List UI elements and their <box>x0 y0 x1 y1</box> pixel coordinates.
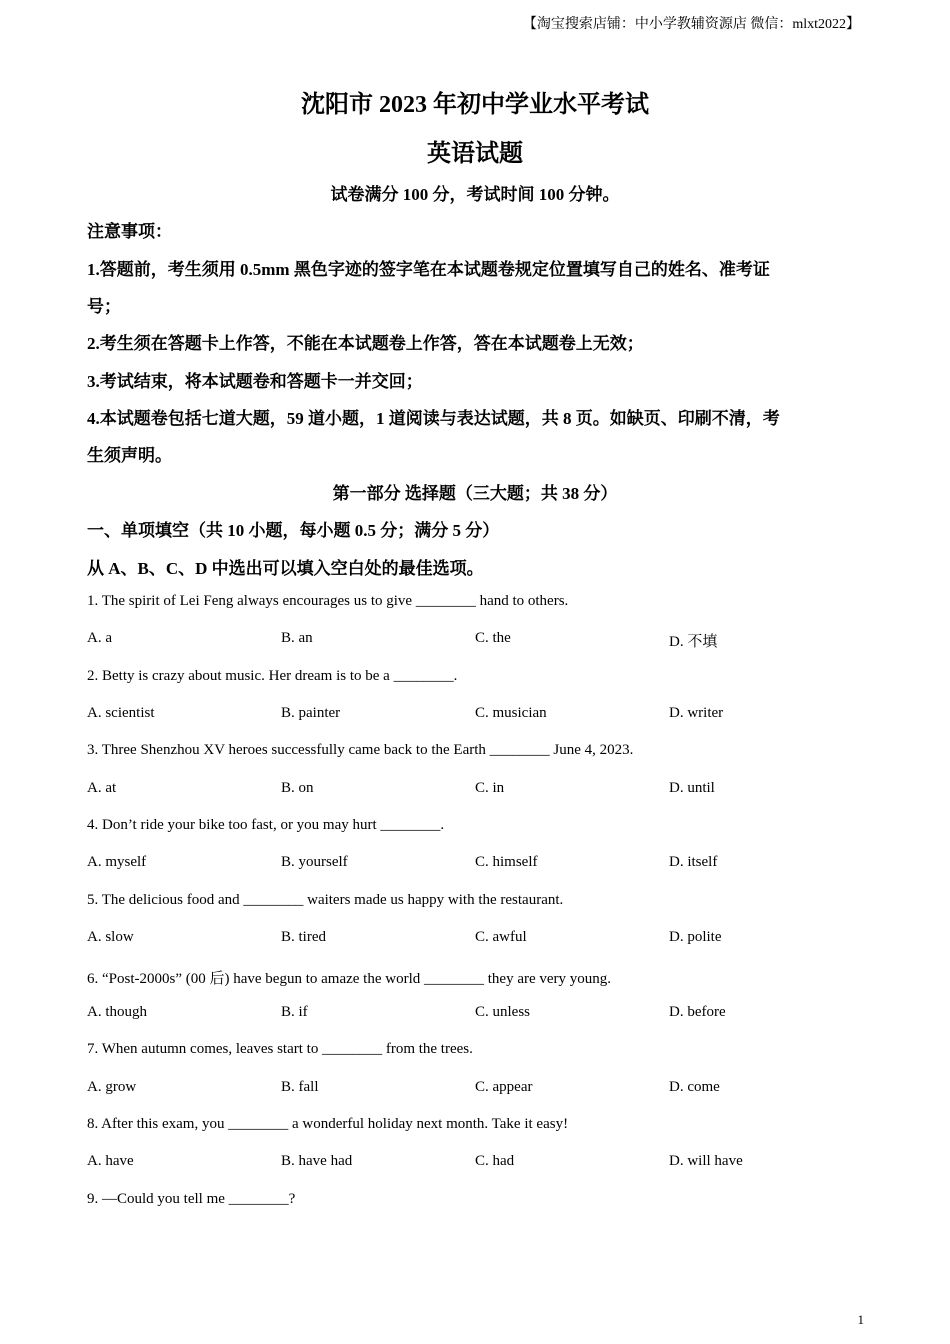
option-b: B. on <box>281 780 314 796</box>
option-c: C. unless <box>475 1004 531 1020</box>
option-c: C. the <box>475 630 511 646</box>
notice-heading: 注意事项： <box>87 222 172 241</box>
option-a: A. a <box>87 630 112 646</box>
question-stem: 2. Betty is crazy about music. Her dream is to be a ________. <box>87 668 458 684</box>
question-stem: 1. The spirit of Lei Feng always encourages us to give ________ hand to others. <box>87 593 569 609</box>
question-stem: 3. Three Shenzhou XV heroes successfully came back to the Earth ________ June 4, 2023. <box>87 742 634 758</box>
option-b: B. if <box>281 1004 308 1020</box>
option-a: A. at <box>87 780 117 796</box>
header-note: 【淘宝搜索店铺：中小学教辅资源店 微信：mlxt2022】 <box>522 17 860 32</box>
section-instruction: 从 A、B、C、D 中选出可以填入空白处的最佳选项。 <box>87 559 484 578</box>
option-d: D. until <box>669 780 715 796</box>
option-d: D. before <box>669 1004 726 1020</box>
option-c: C. awful <box>475 929 527 945</box>
option-d: D. will have <box>669 1153 743 1169</box>
question-stem: 9. —Could you tell me ________? <box>87 1191 296 1207</box>
option-c: C. himself <box>475 854 538 870</box>
option-d: D. itself <box>669 854 718 870</box>
exam-info: 试卷满分 100 分，考试时间 100 分钟。 <box>330 185 620 204</box>
notice-line-1b: 号； <box>87 297 121 316</box>
notice-line-2: 2.考生须在答题卡上作答，不能在本试题卷上作答，答在本试题卷上无效； <box>87 334 644 353</box>
section-heading: 一、单项填空（共 10 小题，每小题 0.5 分；满分 5 分） <box>87 521 500 540</box>
option-c: C. had <box>475 1153 515 1169</box>
option-c: C. musician <box>475 705 547 721</box>
option-a: A. myself <box>87 854 147 870</box>
option-d: D. come <box>669 1079 720 1095</box>
option-a: A. have <box>87 1153 134 1169</box>
option-b: B. yourself <box>281 854 348 870</box>
question-stem: 4. Don’t ride your bike too fast, or you may hurt ________. <box>87 817 445 833</box>
notice-line-4: 4.本试题卷包括七道大题，59 道小题，1 道阅读与表达试题，共 8 页。如缺页、印刷不清，考 <box>87 409 780 428</box>
notice-line-3: 3.考试结束，将本试题卷和答题卡一并交回； <box>87 372 423 391</box>
question-stem: 8. After this exam, you ________ a wonderful holiday next month. Take it easy! <box>87 1116 569 1132</box>
option-b: B. tired <box>281 929 326 945</box>
option-a: A. grow <box>87 1079 137 1095</box>
exam-title: 沈阳市 2023 年初中学业水平考试 <box>301 92 649 118</box>
option-d: D. 不填 <box>669 634 718 650</box>
option-a: A. slow <box>87 929 134 945</box>
option-c: C. in <box>475 780 505 796</box>
option-b: B. an <box>281 630 313 646</box>
notice-line-4b: 生须声明。 <box>87 446 172 465</box>
option-b: B. fall <box>281 1079 319 1095</box>
question-stem: 7. When autumn comes, leaves start to ________ from the trees. <box>87 1041 473 1057</box>
option-a: A. though <box>87 1004 147 1020</box>
exam-subtitle: 英语试题 <box>427 141 523 167</box>
question-stem: 5. The delicious food and ________ waiters made us happy with the restaurant. <box>87 892 564 908</box>
question-stem: 6. “Post-2000s” (00 后) have begun to amaze the world ________ they are very young. <box>87 971 612 987</box>
option-d: D. polite <box>669 929 722 945</box>
notice-line-1: 1.答题前，考生须用 0.5mm 黑色字迹的签字笔在本试题卷规定位置填写自己的姓名、准考证 <box>87 260 770 279</box>
part-heading: 第一部分 选择题（三大题；共 38 分） <box>332 484 618 503</box>
option-a: A. scientist <box>87 705 155 721</box>
option-b: B. have had <box>281 1153 353 1169</box>
option-c: C. appear <box>475 1079 533 1095</box>
option-d: D. writer <box>669 705 724 721</box>
page-number: 1 <box>857 1312 864 1327</box>
option-b: B. painter <box>281 705 341 721</box>
